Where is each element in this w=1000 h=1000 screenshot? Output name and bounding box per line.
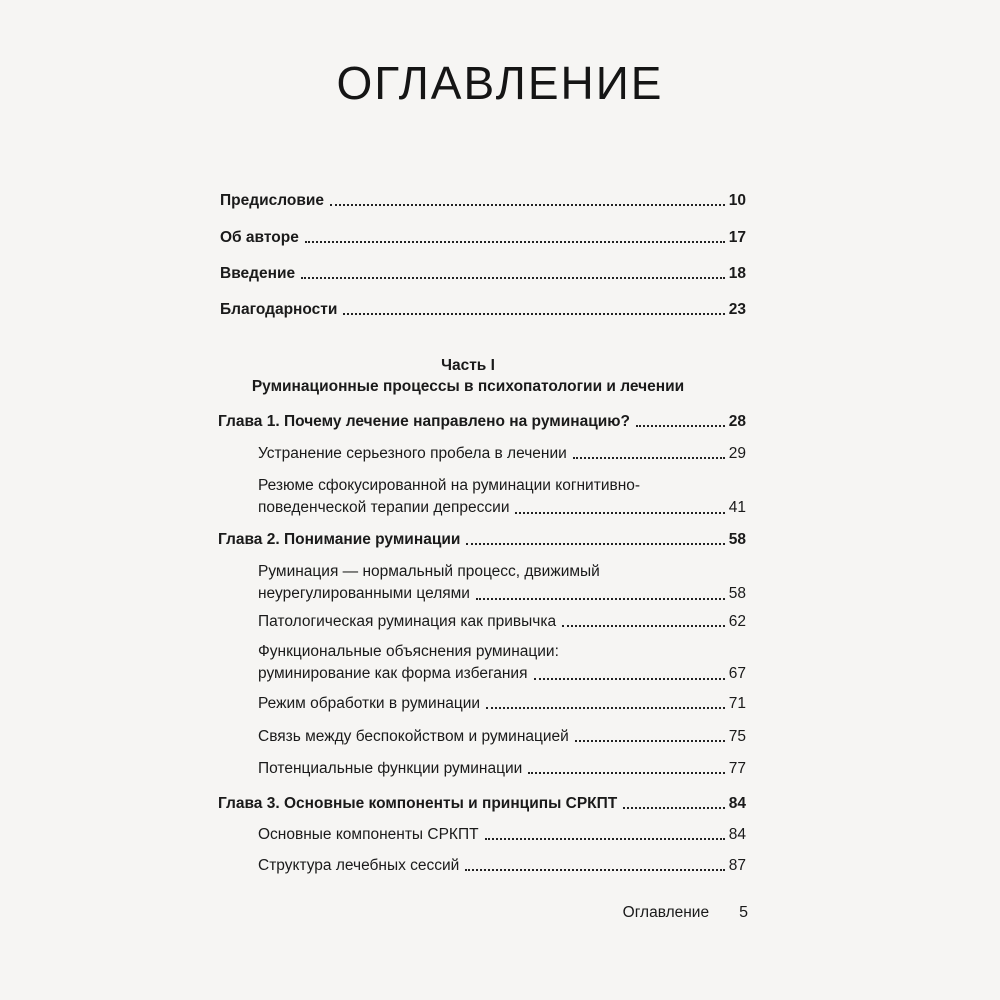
part-title: Руминационные процессы в психопатологии и лечении	[251, 378, 685, 395]
leader-dots	[343, 313, 724, 315]
toc-entry-label: Об авторе	[220, 229, 299, 246]
toc-section[interactable]	[258, 826, 746, 844]
toc-entry-page: 18	[728, 265, 746, 282]
toc-entry-page: 23	[728, 301, 746, 318]
toc-entry-label: Устранение серьезного пробела в лечении	[258, 445, 567, 462]
toc-entry-page: 71	[728, 695, 746, 712]
toc-entry-page: 17	[728, 229, 746, 246]
toc-entry-label: Связь между беспокойством и руминацией	[258, 728, 569, 745]
toc-entry-page: 10	[728, 192, 746, 209]
toc-entry-page: 62	[728, 613, 746, 630]
leader-dots	[476, 598, 725, 600]
toc-entry-page: 77	[728, 760, 746, 777]
toc-entry-label: Руминация — нормальный процесс, движимый	[258, 563, 600, 580]
running-title: Оглавление	[622, 904, 710, 921]
toc-chapter-3[interactable]	[218, 795, 746, 813]
toc-entry-page: 84	[728, 795, 746, 812]
page-title: ОГЛАВЛЕНИЕ	[336, 57, 664, 109]
leader-dots	[301, 277, 725, 279]
toc-entry-acknowledgements[interactable]	[220, 301, 746, 319]
toc-entry-label: Режим обработки в руминации	[258, 695, 481, 712]
leader-dots	[534, 678, 725, 680]
toc-chapter-1[interactable]	[218, 413, 746, 431]
toc-entry-page: 58	[728, 585, 746, 602]
toc-entry-label: Предисловие	[220, 192, 325, 209]
toc-entry-page: 75	[728, 728, 746, 745]
toc-entry-label: руминирование как форма избегания	[258, 665, 528, 682]
toc-entry-page: 84	[728, 826, 746, 843]
leader-dots	[515, 512, 724, 514]
page-footer	[623, 904, 748, 922]
leader-dots	[575, 740, 725, 742]
toc-chapter-2[interactable]	[218, 531, 746, 549]
toc-entry-label: неурегулированными целями	[258, 585, 470, 602]
toc-entry-label: поведенческой терапии депрессии	[258, 499, 510, 516]
leader-dots	[466, 543, 724, 545]
toc-entry-label: Потенциальные функции руминации	[258, 760, 523, 777]
toc-section[interactable]	[258, 445, 746, 463]
toc-entry-page: 87	[728, 857, 746, 874]
toc-entry-label: Благодарности	[220, 301, 338, 318]
leader-dots	[528, 772, 724, 774]
leader-dots	[485, 838, 725, 840]
page-number: 5	[739, 904, 748, 921]
toc-entry-about-author[interactable]	[220, 229, 746, 247]
toc-section[interactable]	[258, 613, 746, 631]
toc-entry-label: Введение	[220, 265, 296, 282]
toc-entry-preface[interactable]	[220, 192, 746, 210]
toc-entry-label: Патологическая руминация как привычка	[258, 613, 557, 630]
toc-entry-page: 67	[728, 665, 746, 682]
toc-entry-label: Глава 2. Понимание руминации	[218, 531, 461, 548]
leader-dots	[486, 707, 725, 709]
leader-dots	[562, 625, 725, 627]
leader-dots	[636, 425, 725, 427]
toc-section[interactable]	[258, 641, 746, 685]
toc-entry-label: Основные компоненты СРКПТ	[258, 826, 479, 843]
toc-entry-page: 41	[728, 499, 746, 516]
leader-dots	[573, 457, 725, 459]
toc-section[interactable]	[258, 728, 746, 746]
toc-entry-page: 29	[728, 445, 746, 462]
toc-entry-label: Глава 3. Основные компоненты и принципы СРКПТ	[218, 795, 618, 812]
toc-section[interactable]	[258, 760, 746, 778]
leader-dots	[305, 241, 725, 243]
toc-section[interactable]	[258, 561, 746, 605]
part-label: Часть I	[441, 357, 495, 374]
toc-section[interactable]	[258, 475, 746, 519]
leader-dots	[330, 204, 725, 206]
toc-entry-introduction[interactable]	[220, 265, 746, 283]
toc-entry-page: 28	[728, 413, 746, 430]
toc-section[interactable]	[258, 857, 746, 875]
toc-entry-label: Функциональные объяснения руминации:	[258, 643, 559, 660]
leader-dots	[465, 869, 724, 871]
toc-entry-label: Резюме сфокусированной на руминации когнитивно-	[258, 477, 641, 494]
toc-section[interactable]	[258, 695, 746, 713]
leader-dots	[623, 807, 725, 809]
toc-entry-label: Структура лечебных сессий	[258, 857, 460, 874]
toc-entry-page: 58	[728, 531, 746, 548]
toc-entry-label: Глава 1. Почему лечение направлено на руминацию?	[218, 413, 630, 430]
